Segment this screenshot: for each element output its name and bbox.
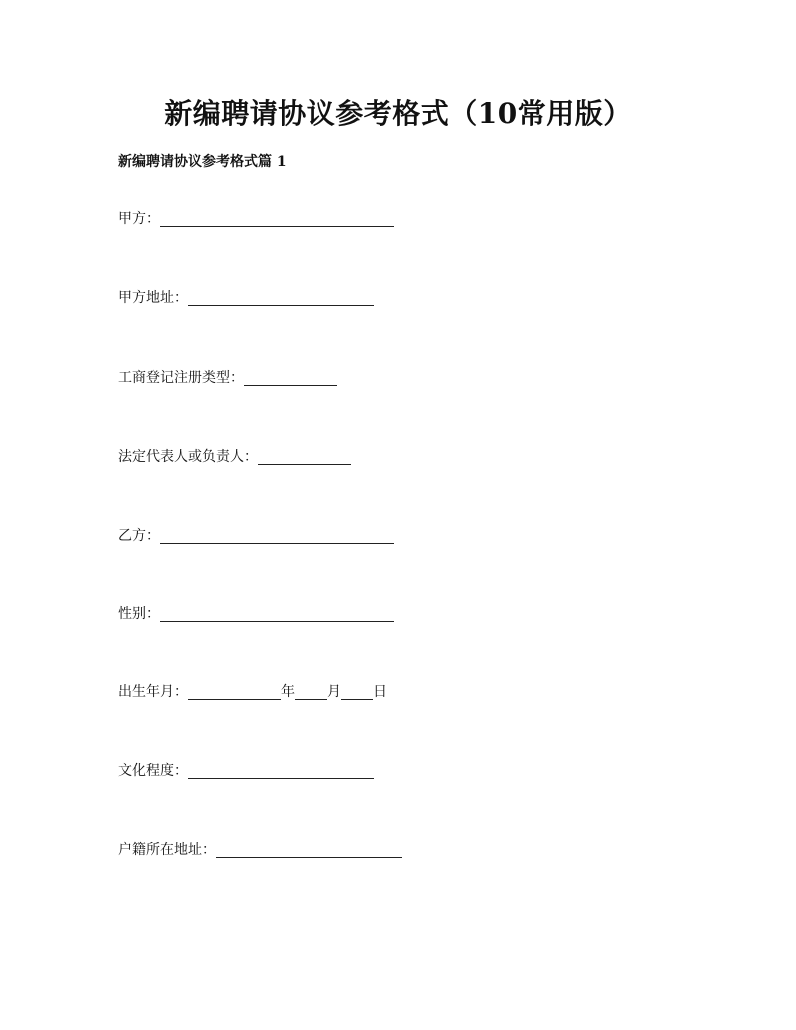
birth-year-unit: 年 — [281, 684, 295, 700]
birth-year-blank[interactable] — [188, 684, 281, 700]
section-title: 新编聘请协议参考格式篇 1 — [118, 154, 287, 170]
birth-day-blank[interactable] — [341, 684, 373, 700]
household-address-blank[interactable] — [216, 842, 402, 858]
legal-rep-label: 法定代表人或负责人： — [118, 449, 258, 465]
party-a-address-field — [118, 289, 374, 307]
education-label: 文化程度： — [118, 763, 188, 779]
party-a-label: 甲方： — [118, 211, 160, 227]
legal-rep-blank[interactable] — [258, 449, 351, 465]
business-type-blank[interactable] — [244, 370, 337, 386]
birth-month-blank[interactable] — [295, 684, 327, 700]
birth-month-unit: 月 — [327, 684, 341, 700]
business-type-label: 工商登记注册类型： — [118, 370, 244, 386]
party-b-field — [118, 527, 394, 545]
birth-day-unit: 日 — [373, 684, 387, 700]
household-address-label: 户籍所在地址： — [118, 842, 216, 858]
gender-blank[interactable] — [160, 606, 394, 622]
party-a-blank[interactable] — [160, 211, 394, 227]
household-address-field — [118, 841, 402, 859]
gender-label: 性别： — [118, 606, 160, 622]
legal-rep-field — [118, 448, 351, 466]
education-field — [118, 762, 374, 780]
party-b-label: 乙方： — [118, 528, 160, 544]
birth-date-label: 出生年月： — [118, 684, 188, 700]
birth-date-field — [118, 683, 387, 701]
party-a-address-blank[interactable] — [188, 290, 374, 306]
party-a-address-label: 甲方地址： — [118, 290, 188, 306]
gender-field — [118, 605, 394, 623]
education-blank[interactable] — [188, 763, 374, 779]
party-b-blank[interactable] — [160, 528, 394, 544]
party-a-field — [118, 210, 394, 228]
document-title: 新编聘请协议参考格式（10常用版） — [164, 97, 632, 130]
business-type-field — [118, 369, 337, 387]
